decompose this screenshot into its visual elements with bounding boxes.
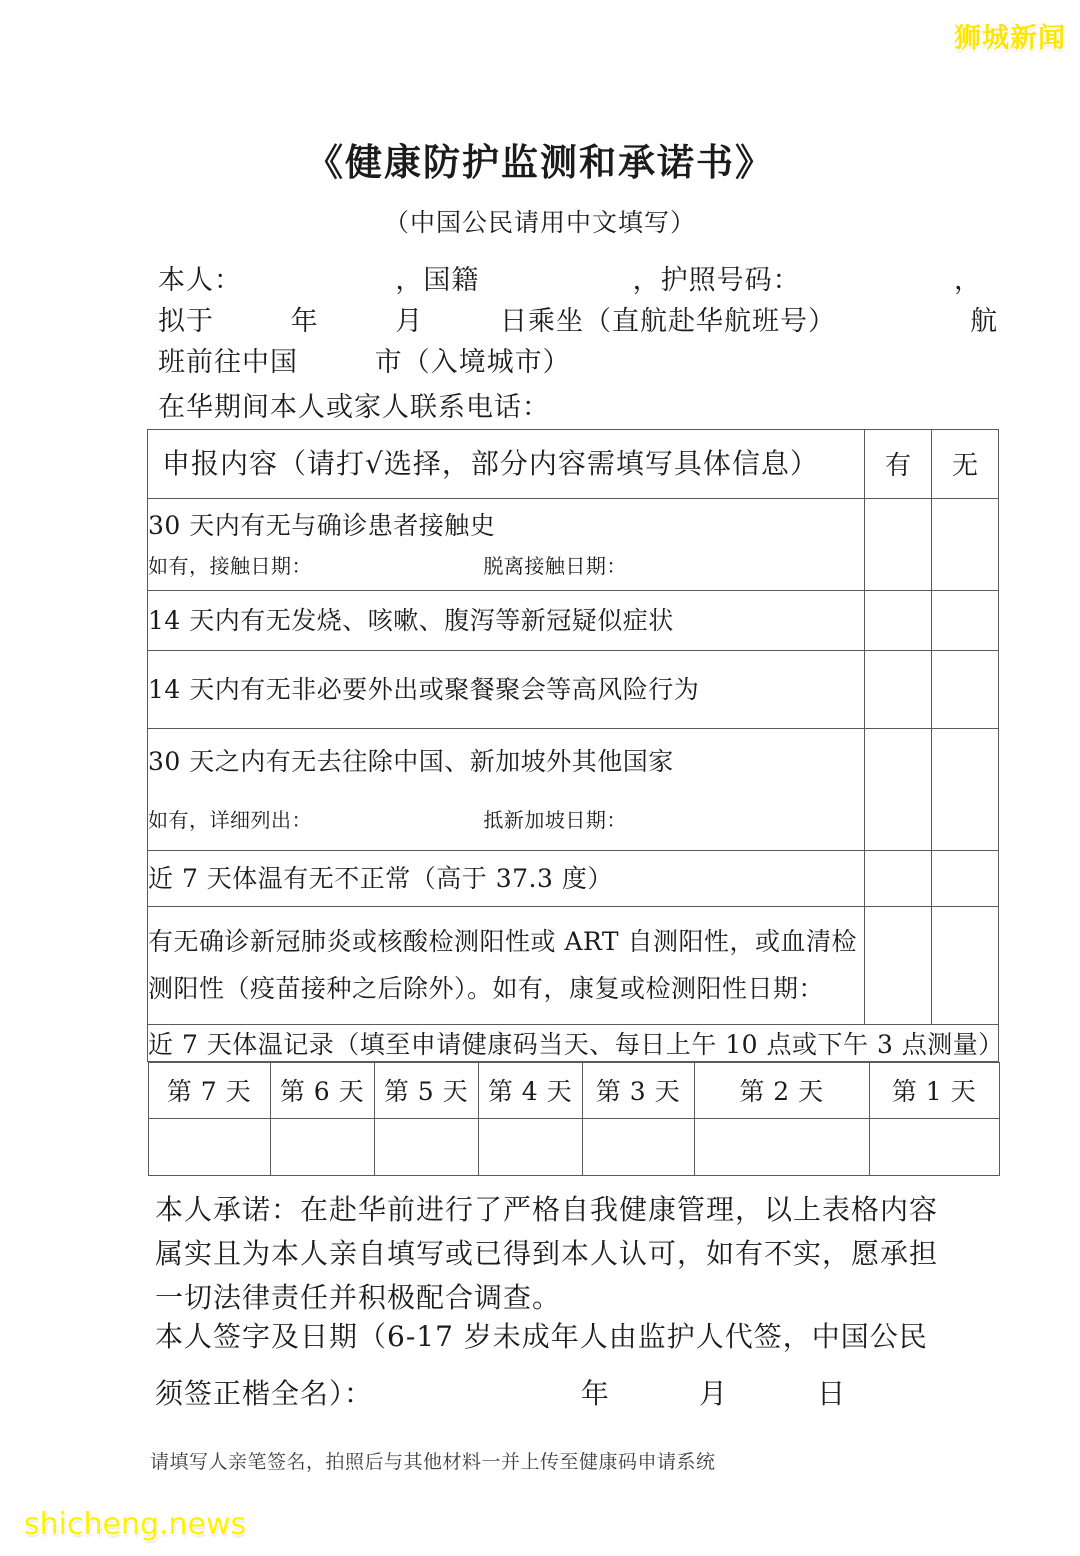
table-row	[148, 850, 999, 906]
question-cell-high-risk-behavior	[148, 650, 865, 728]
day-value-1[interactable]	[869, 1118, 999, 1175]
signature-instruction-line: 本人签字及日期（6-17 岁未成年人由监护人代签，中国公民	[155, 1320, 928, 1353]
temperature-day-label-row	[148, 1062, 999, 1118]
question-text: 14 天内有无非必要外出或聚餐聚会等高风险行为	[148, 674, 700, 704]
day-value-4[interactable]	[478, 1118, 582, 1175]
temperature-record-title-row	[148, 1024, 999, 1061]
answer-cell-yes[interactable]	[865, 650, 932, 728]
temperature-record-title: 近 7 天体温记录（填至申请健康码当天、每日上午 10 点或下午 3 点测量）	[148, 1024, 999, 1061]
day-label-2: 第 2 天	[694, 1062, 869, 1118]
question-text: 14 天内有无发烧、咳嗽、腹泻等新冠疑似症状	[148, 605, 674, 635]
question-cell-contact-history	[148, 498, 865, 590]
table-row	[148, 590, 999, 650]
pledge-paragraph: 本人承诺：在赴华前进行了严格自我健康管理，以上表格内容属实且为本人亲自填写或已得到本人认可，如有不实，愿承担一切法律责任并积极配合调查。	[155, 1193, 939, 1315]
question-cell-travel-history	[148, 728, 865, 850]
table-header-row	[148, 430, 999, 499]
question-text: 有无确诊新冠肺炎或核酸检测阳性或 ART 自测阳性，或血清检测阳性（疫苗接种之后除外）。如有，康复或检测阳性日期：	[148, 926, 858, 1004]
answer-cell-yes[interactable]	[865, 498, 932, 590]
temperature-value-row	[148, 1118, 999, 1175]
day-label-6: 第 6 天	[270, 1062, 374, 1118]
question-cell-symptoms	[148, 590, 865, 650]
question-cell-temperature-abnormal	[148, 850, 865, 906]
question-subtext: 如有，详细列出： 抵新加坡日期：	[148, 808, 627, 832]
day-label-3: 第 3 天	[582, 1062, 694, 1118]
answer-cell-yes[interactable]	[865, 850, 932, 906]
answer-cell-yes[interactable]	[865, 590, 932, 650]
question-cell-covid-positive	[148, 906, 865, 1024]
watermark-bottom-left: shicheng.news	[24, 1507, 247, 1542]
day-value-7[interactable]	[148, 1118, 270, 1175]
question-text: 30 天之内有无去往除中国、新加坡外其他国家	[148, 746, 674, 776]
question-text: 30 天内有无与确诊患者接触史	[148, 510, 496, 540]
table-header-question-cell	[148, 430, 865, 499]
header-line-contact-phone: 在华期间本人或家人联系电话：	[158, 392, 550, 423]
table-header-no: 无	[932, 430, 999, 499]
table-header-yes: 有	[865, 430, 932, 499]
header-line-name-nationality-passport: 本人： ，国籍 ，护照号码： ，	[158, 265, 982, 296]
page-title: 《健康防护监测和承诺书》	[306, 140, 774, 184]
answer-cell-yes[interactable]	[865, 906, 932, 1024]
answer-cell-no[interactable]	[932, 498, 999, 590]
header-line-entry-city: 班前往中国 市（入境城市）	[158, 347, 571, 378]
table-header-question-label: 申报内容（请打√选择，部分内容需填写具体信息）	[162, 447, 819, 480]
table-row	[148, 650, 999, 728]
answer-cell-no[interactable]	[932, 850, 999, 906]
answer-cell-yes[interactable]	[865, 728, 932, 850]
day-value-6[interactable]	[270, 1118, 374, 1175]
day-value-2[interactable]	[694, 1118, 869, 1175]
temperature-grid	[148, 1062, 1000, 1176]
temperature-record-grid-row	[148, 1061, 999, 1176]
day-label-5: 第 5 天	[374, 1062, 478, 1118]
answer-cell-no[interactable]	[932, 728, 999, 850]
header-line-flight-date: 拟于 年 月 日乘坐（直航赴华航班号） 航	[158, 306, 999, 337]
day-label-1: 第 1 天	[869, 1062, 999, 1118]
temperature-grid-container	[148, 1061, 999, 1176]
question-subtext: 如有，接触日期： 脱离接触日期：	[148, 554, 627, 578]
table-row	[148, 906, 999, 1024]
table-row	[148, 728, 999, 850]
day-value-5[interactable]	[374, 1118, 478, 1175]
day-label-4: 第 4 天	[478, 1062, 582, 1118]
day-label-7: 第 7 天	[148, 1062, 270, 1118]
footnote: 请填写人亲笔签名，拍照后与其他材料一并上传至健康码申请系统	[150, 1451, 716, 1473]
table-row	[148, 498, 999, 590]
question-text: 近 7 天体温有无不正常（高于 37.3 度）	[148, 863, 613, 893]
answer-cell-no[interactable]	[932, 650, 999, 728]
page-subtitle: （中国公民请用中文填写）	[383, 208, 696, 237]
declaration-table	[147, 429, 1004, 1176]
signature-date-line: 须签正楷全名）： 年 月 日	[155, 1377, 847, 1410]
answer-cell-no[interactable]	[932, 590, 999, 650]
answer-cell-no[interactable]	[932, 906, 999, 1024]
watermark-top-right: 狮城新闻	[954, 23, 1066, 54]
day-value-3[interactable]	[582, 1118, 694, 1175]
